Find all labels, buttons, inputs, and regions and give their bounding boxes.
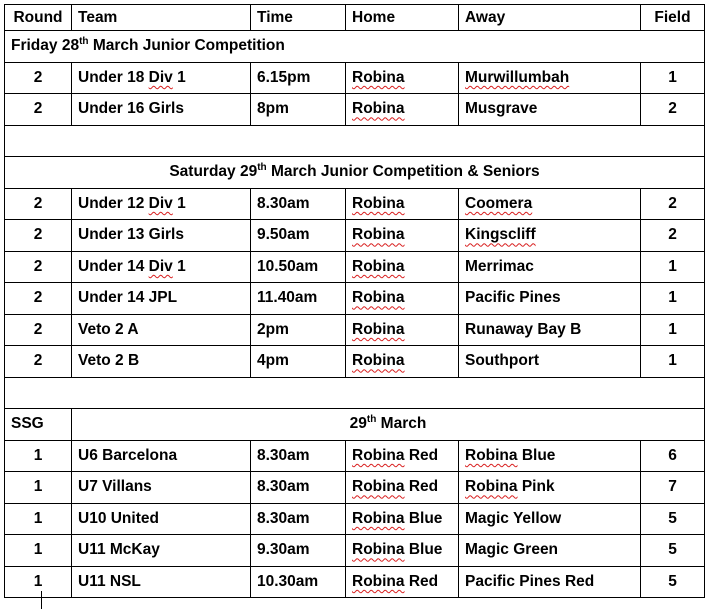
- home-cell: [346, 566, 459, 598]
- home-cell: [346, 314, 459, 346]
- fixture-row: [5, 94, 705, 126]
- away-cell: [459, 440, 641, 472]
- spacer-cell: [5, 377, 705, 409]
- time-cell: 11.40am: [251, 283, 346, 315]
- spacer-row: [5, 377, 705, 409]
- team-cell: U11 NSL: [72, 566, 251, 598]
- section-saturday-row: [5, 157, 705, 189]
- time-cell: 10.50am: [251, 251, 346, 283]
- field-cell: 1: [641, 251, 705, 283]
- team-text: Under 16 Girls: [78, 100, 184, 118]
- section-ssg-sup: th: [366, 414, 377, 426]
- away-club-text: Magic Green: [465, 541, 559, 559]
- team-cell: [72, 283, 251, 315]
- time-cell: 8.30am: [251, 503, 346, 535]
- away-text: Murwillumbah: [465, 68, 570, 86]
- away-text: Musgrave: [465, 100, 538, 118]
- round-cell: 2: [5, 62, 72, 94]
- home-text: Robina: [352, 289, 405, 307]
- header-time: Time: [251, 5, 346, 31]
- home-colour-text: Blue: [404, 541, 443, 559]
- team-text: Under 13 Girls: [78, 226, 184, 244]
- table-edge-line: [41, 591, 42, 609]
- fixture-row: [5, 346, 705, 378]
- home-cell: [346, 220, 459, 252]
- ssg-fixture-row: [5, 472, 705, 504]
- section-ssg-row: [5, 409, 705, 441]
- ssg-fixtures: [5, 440, 705, 598]
- home-text: Robina: [352, 100, 405, 118]
- away-text: Merrimac: [465, 257, 534, 275]
- header-home: Home: [346, 5, 459, 31]
- time-cell: 6.15pm: [251, 62, 346, 94]
- home-cell: [346, 535, 459, 567]
- away-cell: [459, 188, 641, 220]
- team-text: Under 14 JPL: [78, 289, 178, 307]
- home-colour-text: Red: [404, 446, 439, 464]
- home-text: Robina: [352, 68, 405, 86]
- section-ssg-suffix: March: [376, 415, 427, 433]
- field-cell: 6: [641, 440, 705, 472]
- ssg-fixture-row: [5, 503, 705, 535]
- away-cell: [459, 472, 641, 504]
- team-num-text: 1: [172, 257, 186, 275]
- section-saturday-heading: [5, 157, 705, 189]
- field-cell: 2: [641, 94, 705, 126]
- header-round: Round: [5, 5, 72, 31]
- away-cell: [459, 314, 641, 346]
- away-cell: [459, 283, 641, 315]
- section-friday-sup: th: [79, 36, 89, 48]
- field-cell: 1: [641, 283, 705, 315]
- away-club-text: Robina: [465, 478, 518, 496]
- home-cell: [346, 62, 459, 94]
- team-num-text: 1: [172, 194, 186, 212]
- away-cell: [459, 251, 641, 283]
- field-cell: 1: [641, 62, 705, 94]
- home-text: Robina: [352, 226, 405, 244]
- friday-fixtures: [5, 62, 705, 125]
- team-cell: [72, 220, 251, 252]
- section-friday-row: [5, 31, 705, 63]
- home-text: Robina: [352, 320, 405, 338]
- away-club-text: Robina: [465, 446, 518, 464]
- away-colour-text: Pink: [517, 478, 555, 496]
- section-ssg-label: SSG: [5, 409, 72, 441]
- round-cell: 2: [5, 94, 72, 126]
- time-cell: 9.30am: [251, 535, 346, 567]
- header-away: Away: [459, 5, 641, 31]
- round-cell: 1: [5, 566, 72, 598]
- team-cell: [72, 94, 251, 126]
- section-ssg-prefix: 29: [349, 415, 367, 433]
- round-cell: 1: [5, 535, 72, 567]
- away-text: Kingscliff: [465, 226, 536, 244]
- team-cell: [72, 188, 251, 220]
- fixture-row: [5, 188, 705, 220]
- round-cell: 1: [5, 440, 72, 472]
- time-cell: 9.50am: [251, 220, 346, 252]
- spacer-row: [5, 125, 705, 157]
- fixture-table: [4, 4, 705, 598]
- home-club-text: Robina: [352, 446, 405, 464]
- time-cell: 8.30am: [251, 188, 346, 220]
- spacer-cell: [5, 125, 705, 157]
- round-cell: 2: [5, 188, 72, 220]
- away-cell: [459, 220, 641, 252]
- section-friday-heading: [5, 31, 705, 63]
- home-cell: [346, 251, 459, 283]
- fixture-row: [5, 283, 705, 315]
- field-cell: 1: [641, 314, 705, 346]
- away-colour-text: Blue: [517, 446, 556, 464]
- home-text: Robina: [352, 257, 405, 275]
- team-cell: U10 United: [72, 503, 251, 535]
- field-cell: 5: [641, 566, 705, 598]
- time-cell: 2pm: [251, 314, 346, 346]
- home-cell: [346, 94, 459, 126]
- away-text: Runaway Bay B: [465, 320, 582, 338]
- ssg-fixture-row: [5, 535, 705, 567]
- home-text: Robina: [352, 194, 405, 212]
- ssg-fixture-row: [5, 440, 705, 472]
- home-club-text: Robina: [352, 478, 405, 496]
- time-cell: 8pm: [251, 94, 346, 126]
- team-cell: [72, 62, 251, 94]
- round-cell: 2: [5, 283, 72, 315]
- round-cell: 2: [5, 251, 72, 283]
- team-text: Veto 2 A: [78, 320, 139, 338]
- header-team: Team: [72, 5, 251, 31]
- field-cell: 2: [641, 188, 705, 220]
- time-cell: 8.30am: [251, 440, 346, 472]
- home-colour-text: Red: [404, 572, 439, 590]
- time-cell: 8.30am: [251, 472, 346, 504]
- home-text: Robina: [352, 352, 405, 370]
- team-text: Under 18: [78, 68, 149, 86]
- section-friday-suffix: March Junior Competition: [88, 37, 285, 55]
- field-cell: 5: [641, 503, 705, 535]
- away-cell: [459, 503, 641, 535]
- home-cell: [346, 283, 459, 315]
- time-cell: 4pm: [251, 346, 346, 378]
- home-club-text: Robina: [352, 572, 405, 590]
- round-cell: 2: [5, 314, 72, 346]
- home-cell: [346, 188, 459, 220]
- team-text: Under 12: [78, 194, 149, 212]
- team-cell: [72, 346, 251, 378]
- round-cell: 1: [5, 503, 72, 535]
- round-cell: 2: [5, 346, 72, 378]
- home-club-text: Robina: [352, 541, 405, 559]
- team-cell: [72, 251, 251, 283]
- team-cell: U7 Villans: [72, 472, 251, 504]
- section-saturday-prefix: Saturday 29: [169, 163, 258, 181]
- ssg-fixture-row: [5, 566, 705, 598]
- fixture-row: [5, 62, 705, 94]
- away-text: Southport: [465, 352, 540, 370]
- home-cell: [346, 472, 459, 504]
- away-club-text: Magic Yellow: [465, 509, 562, 527]
- away-cell: [459, 62, 641, 94]
- fixture-row: [5, 251, 705, 283]
- field-cell: 5: [641, 535, 705, 567]
- home-colour-text: Blue: [404, 509, 443, 527]
- team-div-text: Div: [148, 68, 173, 86]
- team-div-text: Div: [148, 194, 173, 212]
- time-cell: 10.30am: [251, 566, 346, 598]
- away-cell: [459, 346, 641, 378]
- away-text: Coomera: [465, 194, 533, 212]
- home-club-text: Robina: [352, 509, 405, 527]
- section-saturday-suffix: March Junior Competition & Seniors: [266, 163, 540, 181]
- team-num-text: 1: [172, 68, 186, 86]
- header-row: [5, 5, 705, 31]
- away-cell: [459, 566, 641, 598]
- team-cell: [72, 314, 251, 346]
- section-ssg-heading: [72, 409, 705, 441]
- fixture-row: [5, 314, 705, 346]
- section-friday-prefix: Friday 28: [11, 37, 80, 55]
- home-cell: [346, 346, 459, 378]
- header-field: Field: [641, 5, 705, 31]
- team-text: Under 14: [78, 257, 149, 275]
- away-cell: [459, 94, 641, 126]
- away-club-text: Pacific Pines Red: [465, 572, 595, 590]
- home-cell: [346, 503, 459, 535]
- team-cell: U11 McKay: [72, 535, 251, 567]
- round-cell: 2: [5, 220, 72, 252]
- away-cell: [459, 535, 641, 567]
- home-colour-text: Red: [404, 478, 439, 496]
- field-cell: 2: [641, 220, 705, 252]
- team-div-text: Div: [148, 257, 173, 275]
- fixture-row: [5, 220, 705, 252]
- fixture-table-wrapper: [4, 4, 705, 598]
- field-cell: 1: [641, 346, 705, 378]
- field-cell: 7: [641, 472, 705, 504]
- away-text: Pacific Pines: [465, 289, 561, 307]
- section-saturday-sup: th: [257, 162, 267, 174]
- team-cell: U6 Barcelona: [72, 440, 251, 472]
- saturday-fixtures: [5, 188, 705, 377]
- home-cell: [346, 440, 459, 472]
- team-text: Veto 2 B: [78, 352, 140, 370]
- round-cell: 1: [5, 472, 72, 504]
